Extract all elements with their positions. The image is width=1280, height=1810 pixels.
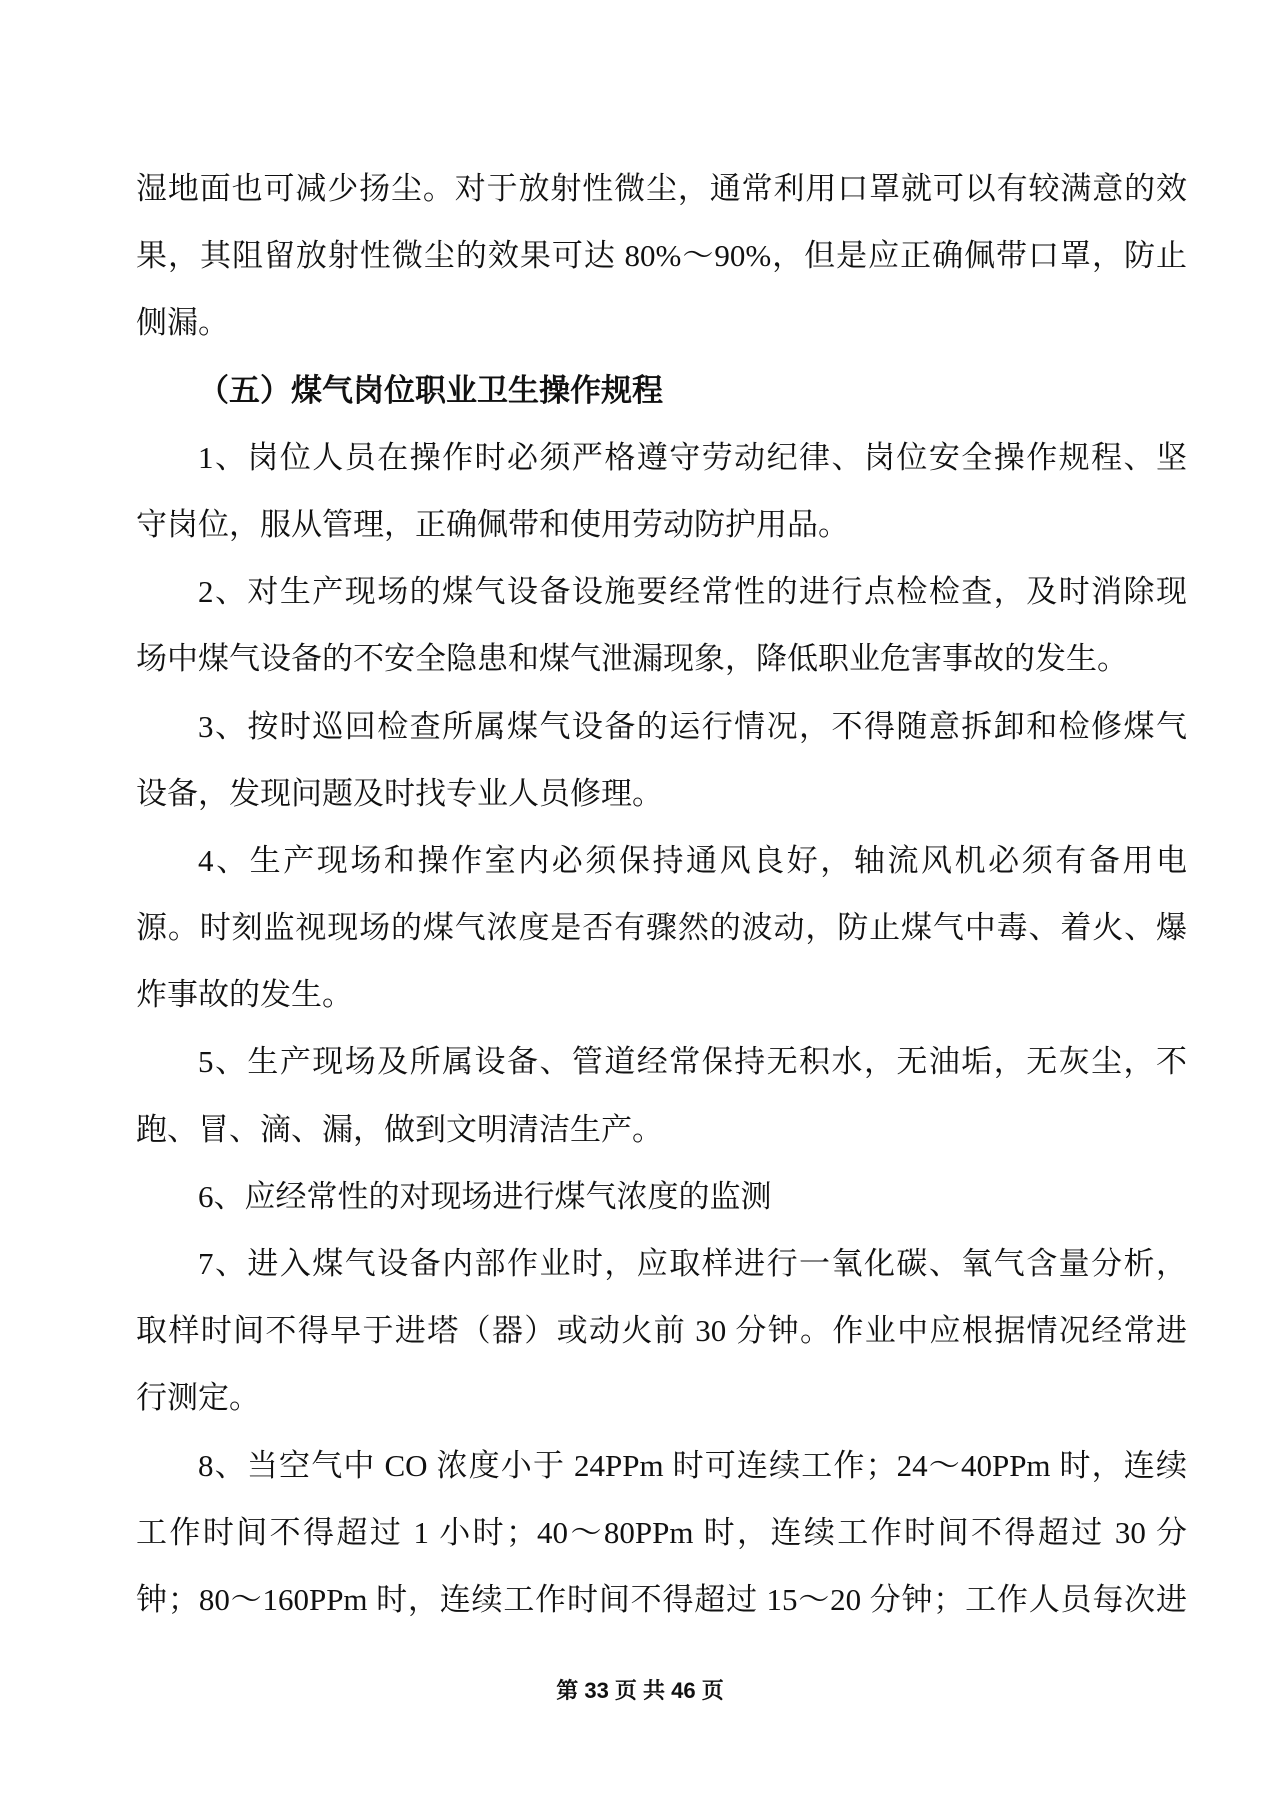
- text-line: 7、进入煤气设备内部作业时，应取样进行一氧化碳、氧气含量分析，: [198, 1246, 1187, 1281]
- text-line: 果，其阻留放射性微尘的效果可达 80%～90%，但是应正确佩带口罩，防止: [136, 238, 1187, 274]
- text-line: 5、生产现场及所属设备、管道经常保持无积水，无油垢，无灰尘，不: [198, 1044, 1187, 1080]
- text-line: 设备，发现问题及时找专业人员修理。: [136, 775, 663, 811]
- text-line: 钟；80～160PPm 时，连续工作时间不得超过 15～20 分钟；工作人员每次进: [136, 1581, 1187, 1617]
- text-line: 2、对生产现场的煤气设备设施要经常性的进行点检检查，及时消除现: [198, 574, 1187, 610]
- text-line: 侧漏。: [136, 305, 229, 341]
- text-line: 8、当空气中 CO 浓度小于 24PPm 时可连续工作；24～40PPm 时，连续: [198, 1447, 1187, 1483]
- page-number-label: 第 33 页 共 46 页: [556, 1678, 724, 1703]
- text-line: 源。时刻监视现场的煤气浓度是否有骤然的波动，防止煤气中毒、着火、爆: [136, 910, 1187, 946]
- text-line: 6、应经常性的对现场进行煤气浓度的监测: [198, 1178, 772, 1214]
- text-line: 工作时间不得超过 1 小时；40～80PPm 时，连续工作时间不得超过 30 分: [136, 1514, 1187, 1550]
- section-heading: （五）煤气岗位职业卫生操作规程: [198, 372, 663, 408]
- text-line: 行测定。: [136, 1380, 260, 1416]
- page-footer: [0, 1676, 1280, 1706]
- text-line: 炸事故的发生。: [136, 977, 353, 1013]
- text-line: 3、按时巡回检查所属煤气设备的运行情况，不得随意拆卸和检修煤气: [198, 708, 1187, 744]
- text-line: 跑、冒、滴、漏，做到文明清洁生产。: [136, 1111, 663, 1147]
- text-line: 1、岗位人员在操作时必须严格遵守劳动纪律、岗位安全操作规程、坚: [198, 439, 1187, 475]
- text-line: 湿地面也可减少扬尘。对于放射性微尘，通常利用口罩就可以有较满意的效: [136, 171, 1187, 206]
- text-line: 4、生产现场和操作室内必须保持通风良好，轴流风机必须有备用电: [198, 842, 1187, 878]
- text-line: 场中煤气设备的不安全隐患和煤气泄漏现象，降低职业危害事故的发生。: [136, 641, 1128, 677]
- document-body: [136, 155, 1187, 1633]
- text-line: 守岗位，服从管理，正确佩带和使用劳动防护用品。: [136, 506, 849, 542]
- text-line: 取样时间不得早于进塔（器）或动火前 30 分钟。作业中应根据情况经常进: [136, 1313, 1187, 1349]
